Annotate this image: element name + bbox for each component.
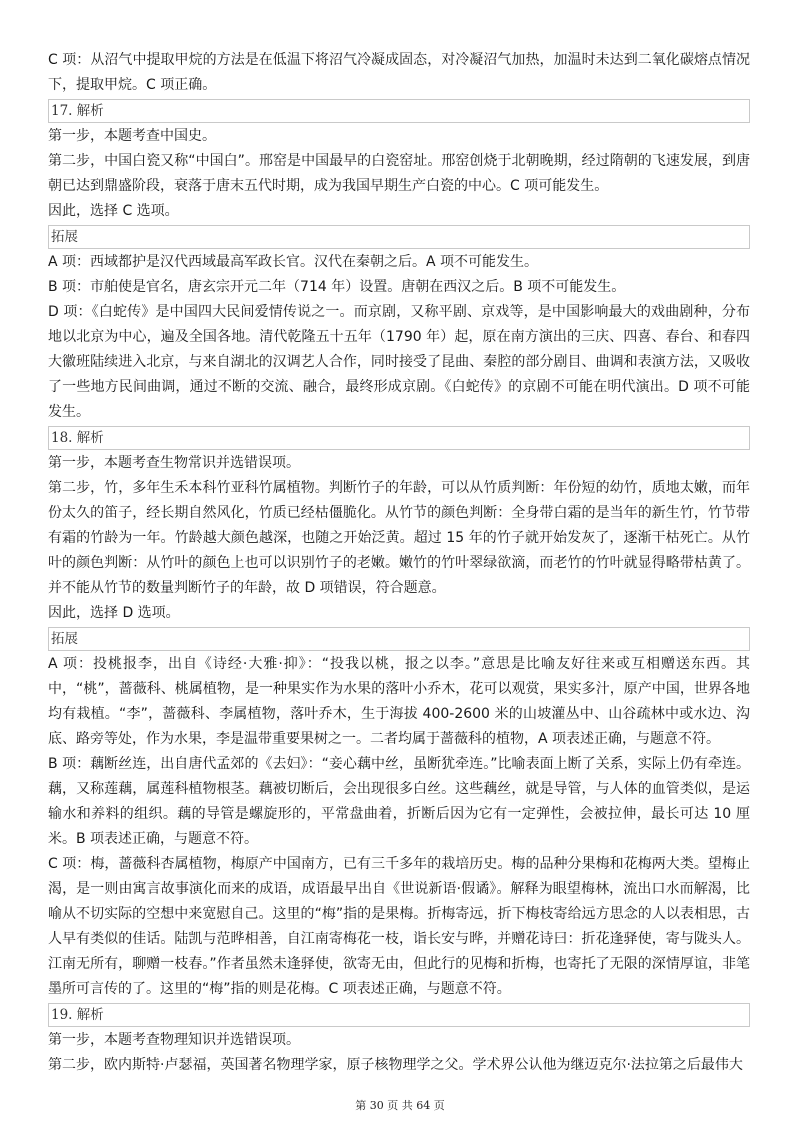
paragraph: A 项：西域都护是汉代西域最高军政长官。汉代在秦朝之后。A 项不可能发生。 <box>48 254 539 270</box>
paragraph: 第二步，中国白瓷又称“中国白”。邢窑是中国最早的白瓷窑址。邢窑创烧于北朝晚期，经过隋朝的飞速发展，到唐朝已达到鼎盛阶段，衰落于唐末五代时期，成为我国早期生产白瓷的中心。C 项可能发生。 <box>48 153 750 194</box>
paragraph: B 项：市舶使是官名，唐玄宗开元二年（714 年）设置。唐朝在西汉之后。B 项不可能发生。 <box>48 279 626 295</box>
section-header: 19. 解析 <box>48 1003 750 1027</box>
paragraph: 因此，选择 C 选项。 <box>48 203 179 219</box>
section-header: 拓展 <box>48 225 750 249</box>
paragraph: A 项：投桃报李，出自《诗经·大雅·抑》：“投我以桃，报之以李。”意思是比喻友好往来或互相赠送东西。其中，“桃”，蔷薇科、桃属植物，是一种果实作为水果的落叶小乔木，花可以观赏，果实多汁，原产中国，世界各地均有栽植。“李”，蔷薇科、李属植物，落叶乔木，生于海拔 400-2600 米的山坡灌丛中、山谷疏林中或水边、沟底、路旁等处，作为水果，李是温带重要果树之一。二者均属于蔷薇科的植物，A 项表述正确，与题意不符。 <box>48 656 750 747</box>
paragraph: 第一步，本题考查中国史。 <box>48 128 216 144</box>
paragraph: C 项：梅，蔷薇科杏属植物，梅原产中国南方，已有三千多年的栽培历史。梅的品种分果梅和花梅两大类。望梅止渴，是一则由寓言故事演化而来的成语，成语最早出自《世说新语·假谲》。解释为眼望梅林，流出口水而解渴，比喻从不切实际的空想中来宽慰自己。这里的“梅”指的是果梅。折梅寄远，折下梅枝寄给远方思念的人以表相思，古人早有类似的佳话。陆凯与范晔相善，自江南寄梅花一枝，诣长安与晔，并赠花诗曰：折花逢驿使，寄与陇头人。江南无所有，聊赠一枝春。”作者虽然未逢驿使，欲寄无由，但此行的见梅和折梅，也寄托了无限的深情厚谊，非笔墨所可言传的了。这里的“梅”指的则是花梅。C 项表述正确，与题意不符。 <box>48 856 750 997</box>
paragraph: 第二步，竹，多年生禾本科竹亚科竹属植物。判断竹子的年龄，可以从竹质判断：年份短的幼竹，质地太嫩，而年份太久的笛子，经长期自然风化，竹质已经枯僵脆化。从竹节的颜色判断：全身带白霜的是当年的新生竹，竹节带有霜的竹龄为一年。竹龄越大颜色越深，也随之开始泛黄。超过 15 年的竹子就开始发灰了，逐渐干枯死亡。从竹叶的颜色判断：从竹叶的颜色上也可以识别竹子的老嫩。嫩竹的竹叶翠绿欲滴，而老竹的竹叶就显得略带枯黄了。并不能从竹节的数量判断竹子的年龄，故 D 项错误，符合题意。 <box>48 480 750 596</box>
paragraph: B 项：藕断丝连，出自唐代孟郊的《去妇》：“妾心藕中丝，虽断犹牵连。”比喻表面上断了关系，实际上仍有牵连。藕，又称莲藕，属莲科植物根茎。藕被切断后，会出现很多白丝。这些藕丝，就是导管，与人体的血管类似，是运输水和养料的组织。藕的导管是螺旋形的，平常盘曲着，折断后因为它有一定弹性，会被拉伸，最长可达 10 厘米。B 项表述正确，与题意不符。 <box>48 756 750 847</box>
section-header: 17. 解析 <box>48 99 750 123</box>
section-header: 拓展 <box>48 627 750 651</box>
paragraph: 第一步，本题考查生物常识并选错误项。 <box>48 455 300 471</box>
paragraph: D 项：《白蛇传》是中国四大民间爱情传说之一。而京剧，又称平剧、京戏等，是中国影响最大的戏曲剧种，分布地以北京为中心，遍及全国各地。清代乾隆五十五年（1790 年）起，原在南方演出的三庆、四喜、春台、和春四大徽班陆续进入北京，与来自湖北的汉调艺人合作，同时接受了昆曲、秦腔的部分剧目、曲调和表演方法，又吸收了一些地方民间曲调，通过不断的交流、融合，最终形成京剧。《白蛇传》的京剧不可能在明代演出。D 项不可能发生。 <box>48 304 750 420</box>
page-footer: 第 30 页 共 64 页 <box>355 1099 445 1112</box>
document-page <box>48 48 750 1078</box>
paragraph: 第一步，本题考查物理知识并选错误项。 <box>48 1032 300 1048</box>
section-header: 18. 解析 <box>48 426 750 450</box>
paragraph: 第二步，欧内斯特·卢瑟福，英国著名物理学家，原子核物理学之父。学术界公认他为继迈克尔·法拉第之后最伟大 <box>48 1057 743 1073</box>
paragraph: C 项：从沼气中提取甲烷的方法是在低温下将沼气冷凝成固态，对冷凝沼气加热，加温时未达到二氧化碳熔点情况下，提取甲烷。C 项正确。 <box>48 52 750 93</box>
paragraph: 因此，选择 D 选项。 <box>48 605 180 621</box>
